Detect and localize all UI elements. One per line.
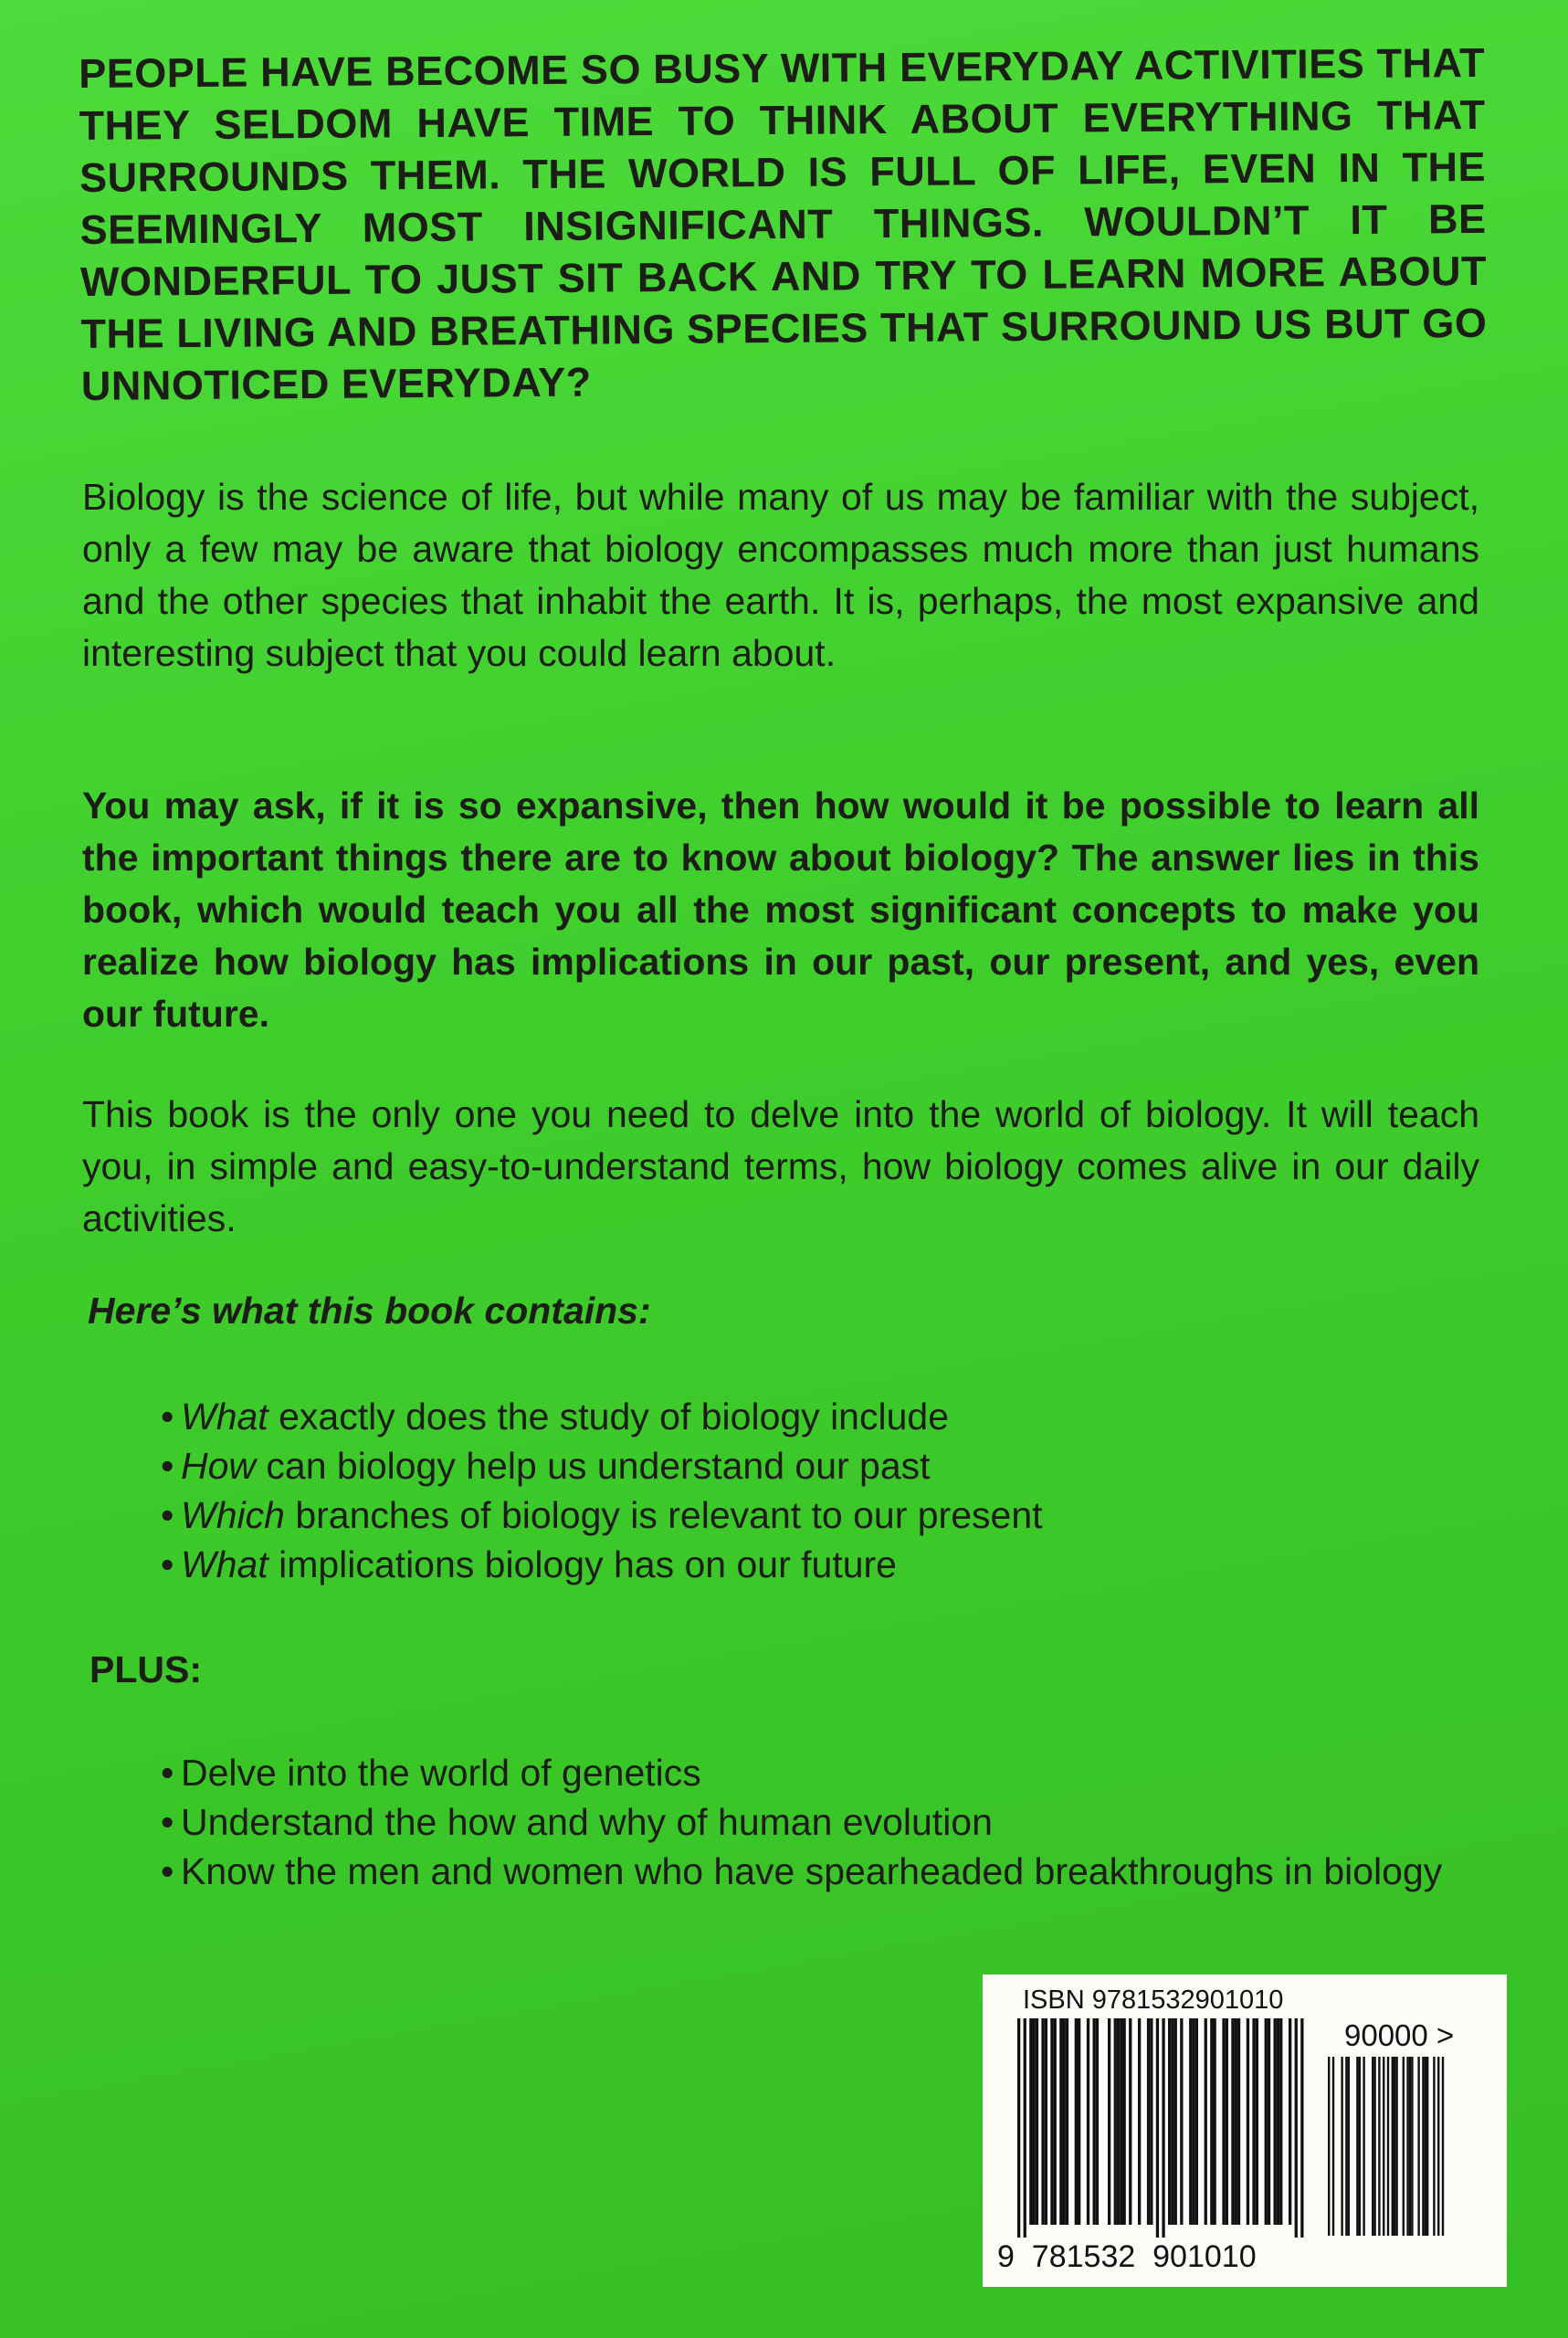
barcode-bar <box>1096 2018 1099 2225</box>
barcode-bar <box>1265 2018 1268 2225</box>
barcode-bar <box>1066 2018 1068 2225</box>
barcode-bar <box>1120 2018 1122 2225</box>
barcode-bar <box>1050 2018 1053 2225</box>
barcode-bar <box>1171 2018 1173 2225</box>
barcode-bar <box>1195 2018 1198 2225</box>
list-item-text: exactly does the study of biology include <box>268 1395 949 1438</box>
list-item-lead: How <box>181 1445 257 1487</box>
barcode-bar <box>1348 2057 1350 2236</box>
barcode-bar <box>1295 2018 1298 2238</box>
barcode-bar <box>1156 2018 1159 2238</box>
barcode-bar <box>1129 2018 1131 2225</box>
barcode-bar <box>1054 2018 1057 2225</box>
barcode-bar <box>1356 2057 1358 2236</box>
barcode-label <box>983 1975 1507 2287</box>
barcode-bar <box>1214 2018 1216 2225</box>
list-item-text: can biology help us understand our past <box>256 1445 931 1487</box>
barcode-bar <box>1277 2018 1279 2225</box>
barcode-bar <box>1247 2018 1249 2225</box>
barcode-bar <box>1189 2018 1192 2225</box>
barcode-bar <box>1033 2018 1036 2225</box>
list-item-lead: What <box>181 1543 268 1585</box>
barcode-bar <box>1017 2018 1020 2238</box>
barcode-bar <box>1168 2018 1171 2225</box>
barcode-bar <box>1279 2018 1282 2225</box>
barcode-bar <box>1426 2057 1428 2236</box>
addon-barcode <box>1328 2057 1467 2239</box>
barcode-bar <box>1063 2018 1066 2225</box>
barcode-bar <box>1403 2057 1405 2236</box>
barcode-bar <box>1210 2018 1213 2225</box>
barcode-bar <box>1289 2018 1291 2225</box>
barcode-bar <box>1345 2057 1347 2236</box>
barcode-bar <box>1328 2057 1330 2236</box>
barcode-bar <box>1192 2018 1194 2225</box>
cover-headline: PEOPLE HAVE BECOME SO BUSY WITH EVERYDAY ACTIVITIES THAT THEY SELDOM HAVE TIME TO THINK ABOUT EVERYTHING THAT SURROUNDS THEM. THE WORLD IS FULL OF LIFE, EVEN IN THE SEEMINGLY MOST INSIGNIFICANT THINGS. WOULDN’T IT BE WONDERFUL TO JUST SIT BACK AND TRY TO LEARN MORE ABOUT THE LIVING AND BREATHING SPECIES THAT SURROUND US BUT GO UNNOTICED EVERYDAY? <box>79 38 1488 409</box>
list-item-lead: Which <box>181 1494 285 1536</box>
barcode-bar <box>1341 2057 1342 2236</box>
price-code: 90000 > <box>1344 2018 1455 2052</box>
intro-paragraph: Biology is the science of life, but while many of us may be familiar with the subject, only a few may be aware that biology encompasses much more than just humans and the other species that inhabit the earth. It is, perhaps, the most expansive and interesting subject that you could learn about. <box>82 476 1479 674</box>
barcode-bar <box>1274 2018 1277 2225</box>
barcode-bar <box>1117 2018 1120 2225</box>
barcode-bar <box>1392 2057 1394 2236</box>
barcode-bar <box>1406 2057 1408 2236</box>
plus-heading: PLUS: <box>89 1648 202 1690</box>
barcode-bar <box>1433 2057 1435 2236</box>
list-item: • Understand the how and why of human evolution <box>161 1797 1512 1847</box>
barcode-bar <box>1147 2018 1150 2225</box>
barcode-bar <box>1332 2057 1334 2236</box>
ean-barcode <box>1017 2018 1319 2239</box>
barcode-bar <box>1036 2018 1038 2225</box>
barcode-bar <box>1387 2057 1389 2236</box>
barcode-bar <box>1045 2018 1047 2225</box>
plus-list <box>161 1748 1512 1896</box>
barcode-bar <box>1231 2018 1234 2225</box>
barcode-digits: 9 781532 901010 <box>997 2239 1257 2274</box>
barcode-bar <box>1235 2018 1237 2225</box>
list-item-lead: What <box>181 1395 268 1438</box>
barcode-bar <box>1041 2018 1044 2225</box>
contains-list <box>161 1392 1043 1589</box>
barcode-bar <box>1174 2018 1177 2225</box>
barcode-bar <box>1409 2057 1411 2236</box>
list-item <box>161 1540 1043 1589</box>
barcode-bar <box>1150 2018 1152 2225</box>
barcode-bar <box>1411 2057 1413 2236</box>
list-item <box>161 1441 1043 1490</box>
barcode-bar <box>1093 2018 1096 2225</box>
barcode-bar <box>1372 2057 1373 2236</box>
barcode-bar <box>1222 2018 1225 2225</box>
barcode-bar <box>1442 2057 1444 2236</box>
barcode-bar <box>1087 2018 1089 2225</box>
barcode-bar <box>1138 2018 1141 2225</box>
barcode-bar <box>1422 2057 1424 2236</box>
list-item: • Delve into the world of genetics <box>161 1748 1512 1797</box>
barcode-bar <box>1162 2018 1164 2238</box>
barcode-bar <box>1256 2018 1258 2225</box>
barcode-bar <box>1180 2018 1183 2225</box>
list-item <box>161 1490 1043 1540</box>
barcode-bar <box>1363 2057 1364 2236</box>
barcode-bar <box>1059 2018 1062 2225</box>
barcode-bar <box>1395 2057 1397 2236</box>
list-item: • Know the men and women who have spearheaded breakthroughs in biology <box>161 1847 1512 1896</box>
barcode-bar <box>1024 2018 1026 2238</box>
barcode-bar <box>1417 2057 1419 2236</box>
barcode-bar <box>1383 2057 1384 2236</box>
contains-heading: Here’s what this book contains: <box>88 1290 651 1332</box>
barcode-bar <box>1075 2018 1078 2225</box>
summary-paragraph: This book is the only one you need to delve into the world of biology. It will teach you, in simple and easy-to-understand terms, how biology comes alive in our daily activities. <box>82 1093 1479 1239</box>
barcode-bar <box>1268 2018 1270 2225</box>
list-item <box>161 1392 1043 1441</box>
barcode-bar <box>1378 2057 1380 2236</box>
barcode-bar <box>1029 2018 1032 2225</box>
barcode-bar <box>1373 2057 1375 2236</box>
barcode-bar <box>1252 2018 1255 2225</box>
barcode-bar <box>1078 2018 1080 2225</box>
list-item-text: branches of biology is relevant to our present <box>284 1494 1043 1536</box>
barcode-bar <box>1108 2018 1110 2225</box>
barcode-bar <box>1300 2018 1303 2238</box>
question-paragraph: You may ask, if it is so expansive, then how would it be possible to learn all the important things there are to know about biology? The answer lies in this book, which would teach you all the most significant concepts to make you realize how biology has implications in our past, our present, and yes, even our future. <box>82 785 1479 1035</box>
barcode-bar <box>1205 2018 1207 2225</box>
barcode-bar <box>1394 2057 1395 2236</box>
barcode-bar <box>1114 2018 1117 2225</box>
barcode-bar <box>1237 2018 1240 2225</box>
list-item-text: implications biology has on our future <box>268 1543 897 1585</box>
barcode-bar <box>1425 2057 1426 2236</box>
barcode-bar <box>1359 2057 1361 2236</box>
isbn-number: ISBN 9781532901010 <box>1023 1985 1284 2015</box>
barcode-bar <box>1226 2018 1228 2225</box>
barcode-bar <box>1123 2018 1126 2225</box>
barcode-bar <box>1437 2057 1439 2236</box>
